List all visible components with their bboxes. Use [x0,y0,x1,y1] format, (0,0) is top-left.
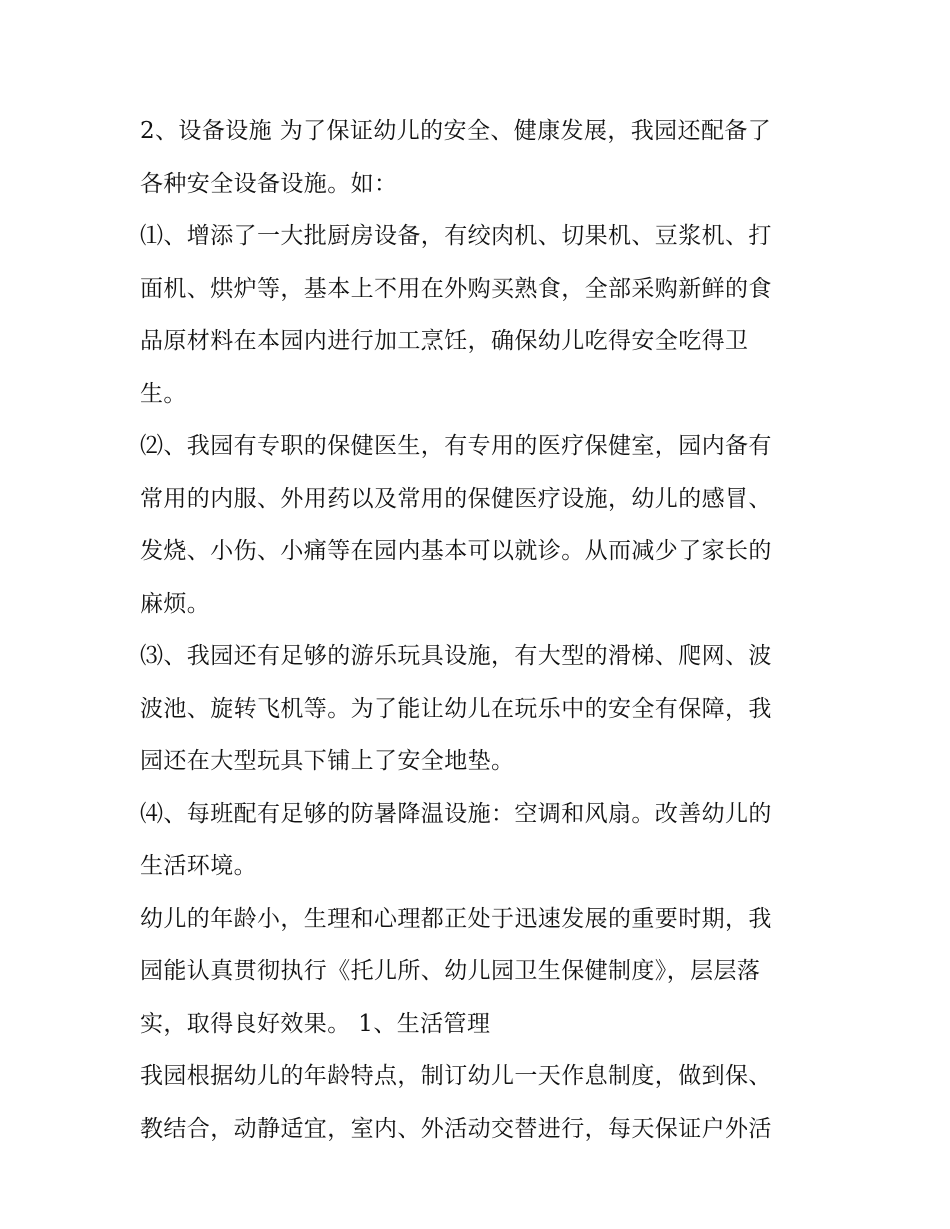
text-line: 园还在大型玩具下铺上了安全地垫。 [140,748,515,774]
text-line: 2、设备设施 为了保证幼儿的安全、健康发展，我园还配备了 [140,118,772,144]
text-line: 实，取得良好效果。 1、生活管理 [140,1010,491,1037]
text-line: 发烧、小伤、小痛等在园内基本可以就诊。从而减少了家长的 [140,538,772,564]
text-line: 园能认真贯彻执行《托儿所、幼儿园卫生保健制度》，层层落 [140,958,761,984]
text-line: 生。 [140,380,187,407]
text-line: 品原材料在本园内进行加工烹饪，确保幼儿吃得安全吃得卫 [140,328,749,354]
text-line: ⑴、增添了一大批厨房设备，有绞肉机、切果机、豆浆机、打 [140,223,772,249]
text-line: 常用的内服、外用药以及常用的保健医疗设施，幼儿的感冒、 [140,485,772,512]
text-line: 幼儿的年龄小，生理和心理都正处于迅速发展的重要时期，我 [140,905,772,932]
text-line: 麻烦。 [140,590,211,617]
text-line: 生活环境。 [140,853,257,879]
text-line: 教结合，动静适宜，室内、外活动交替进行，每天保证户外活 [140,1115,772,1142]
text-line: 波池、旋转飞机等。为了能让幼儿在玩乐中的安全有保障，我 [140,695,772,722]
text-line: ⑷、每班配有足够的防暑降温设施：空调和风扇。改善幼儿的 [140,800,772,827]
text-line: 面机、烘炉等，基本上不用在外购买熟食，全部采购新鲜的食 [140,275,772,302]
document-body [140,105,830,1155]
text-line: ⑶、我园还有足够的游乐玩具设施，有大型的滑梯、爬网、波 [140,643,772,669]
text-line: 各种安全设备设施。如： [140,170,398,197]
text-line: 我园根据幼儿的年龄特点，制订幼儿一天作息制度，做到保、 [140,1063,772,1089]
text-line: ⑵、我园有专职的保健医生，有专用的医疗保健室，园内备有 [140,433,772,459]
